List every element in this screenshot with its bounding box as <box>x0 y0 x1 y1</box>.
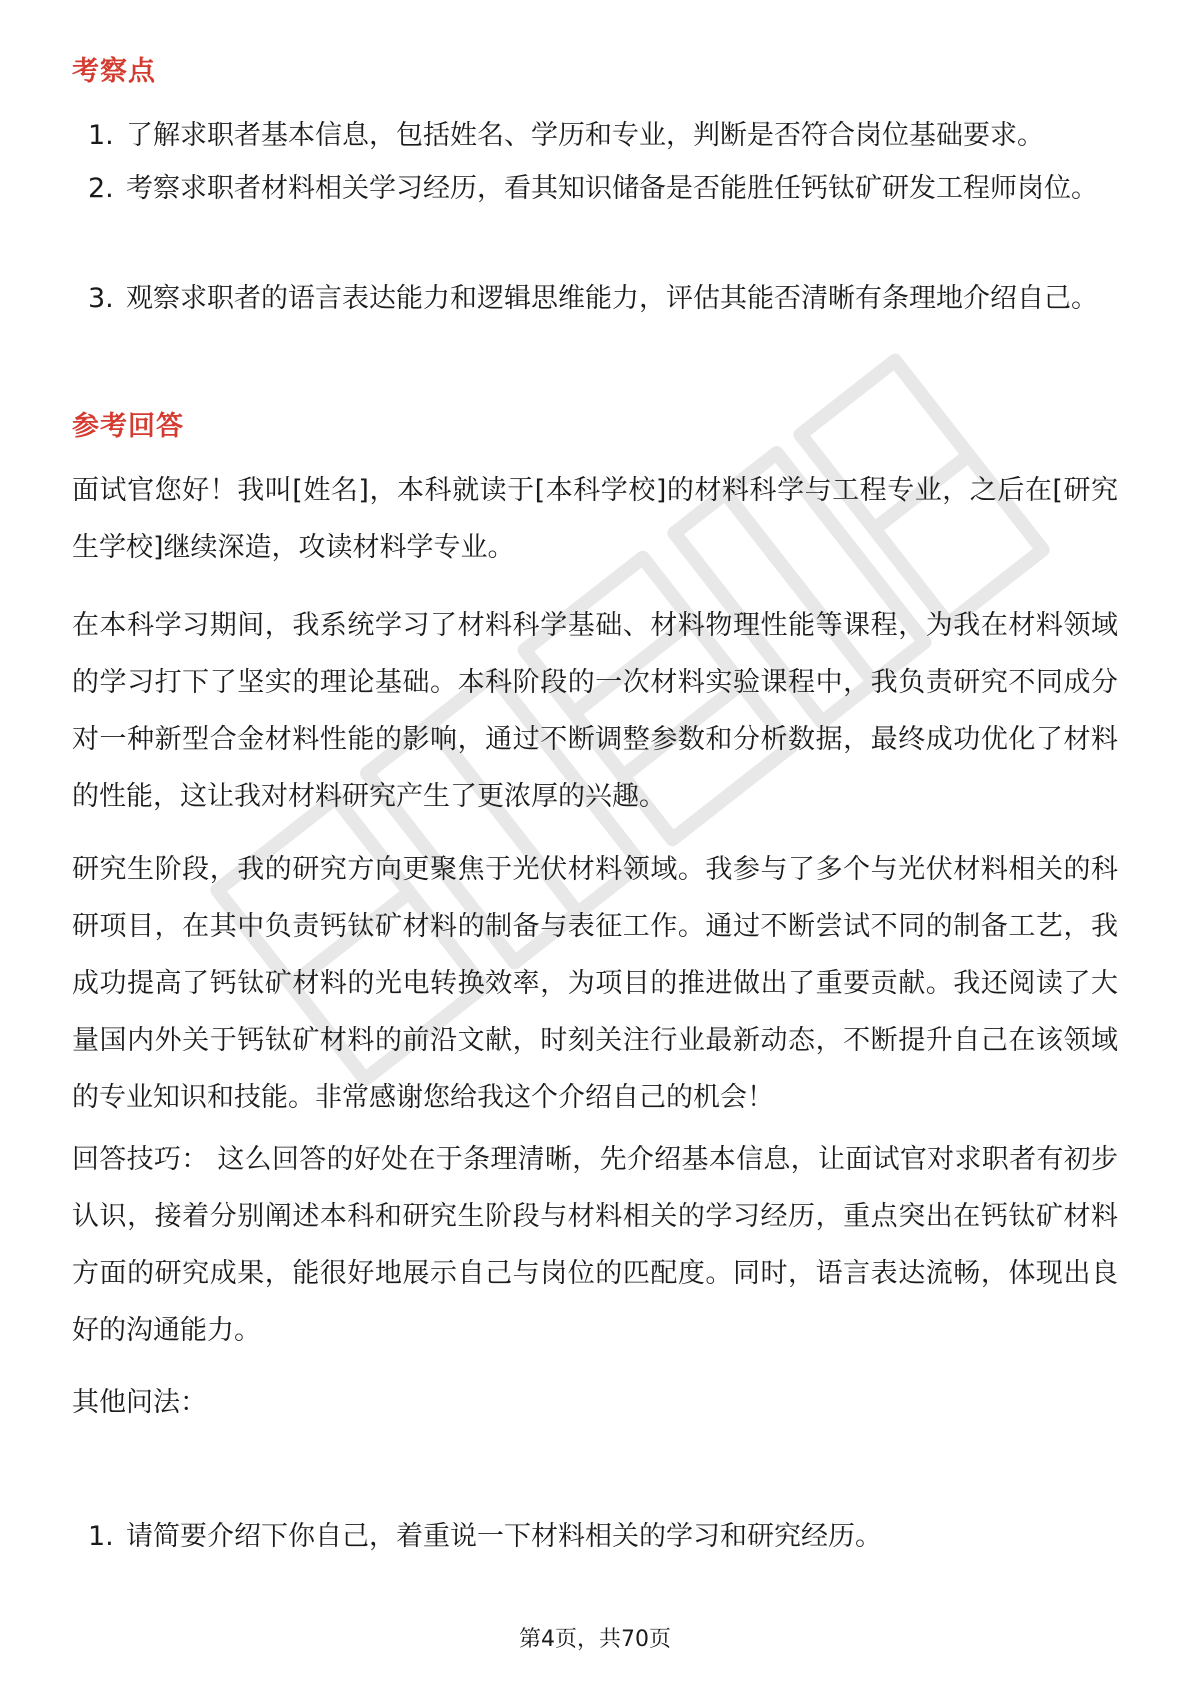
list-item-text: 考察求职者材料相关学习经历，看其知识储备是否能胜任钙钛矿研发工程师岗位。 <box>126 173 1098 204</box>
answer-paragraph-undergrad: 在本科学习期间，我系统学习了材料科学基础、材料物理性能等课程，为我在材料领域的学习打下了坚实的理论基础。本科阶段的一次材料实验课程中，我负责研究不同成分对一种新型合金材料性能的影响，通过不断调整参数和分析数据，最终成功优化了材料的性能，这让我对材料研究产生了更浓厚的兴趣。 <box>72 610 1118 812</box>
answer-paragraph-intro: 面试官您好！我叫[姓名]，本科就读于[本科学校]的材料科学与工程专业，之后在[研究生学校]继续深造，攻读材料学专业。 <box>72 475 1118 563</box>
answer-paragraph-graduate: 研究生阶段，我的研究方向更聚焦于光伏材料领域。我参与了多个与光伏材料相关的科研项目，在其中负责钙钛矿材料的制备与表征工作。通过不断尝试不同的制备工艺，我成功提高了钙钛矿材料的光电转换效率，为项目的推进做出了重要贡献。我还阅读了大量国内外关于钙钛矿材料的前沿文献，时刻关注行业最新动态，不断提升自己在该领域的专业知识和技能。非常感谢您给我这个介绍自己的机会！ <box>72 854 1118 1113</box>
section-heading-other: 其他问法： <box>72 1387 207 1418</box>
list-item-text: 观察求职者的语言表达能力和逻辑思维能力，评估其能否清晰有条理地介绍自己。 <box>126 283 1098 314</box>
answer-tips-paragraph: 回答技巧： 这么回答的好处在于条理清晰，先介绍基本信息，让面试官对求职者有初步认识，接着分别阐述本科和研究生阶段与材料相关的学习经历，重点突出在钙钛矿材料方面的研究成果，能很好地展示自己与岗位的匹配度。同时，语言表达流畅，体现出良好的沟通能力。 <box>72 1144 1118 1346</box>
section-heading-answer: 参考回答 <box>72 411 184 442</box>
list-item-text: 了解求职者基本信息，包括姓名、学历和专业，判断是否符合岗位基础要求。 <box>126 120 1044 151</box>
list-item-text: 请简要介绍下你自己，着重说一下材料相关的学习和研究经历。 <box>126 1521 882 1552</box>
section-heading-points: 考察点 <box>72 56 156 87</box>
list-item-number: 1. <box>88 1521 114 1552</box>
list-item-number: 3. <box>88 283 114 314</box>
list-item <box>88 160 1118 217</box>
list-item <box>88 107 1118 164</box>
list-item-number: 2. <box>88 173 114 204</box>
page-number-footer: 第4页，共70页 <box>519 1627 671 1652</box>
list-item <box>88 270 1118 327</box>
list-item <box>88 1508 1118 1565</box>
list-item-number: 1. <box>88 120 114 151</box>
